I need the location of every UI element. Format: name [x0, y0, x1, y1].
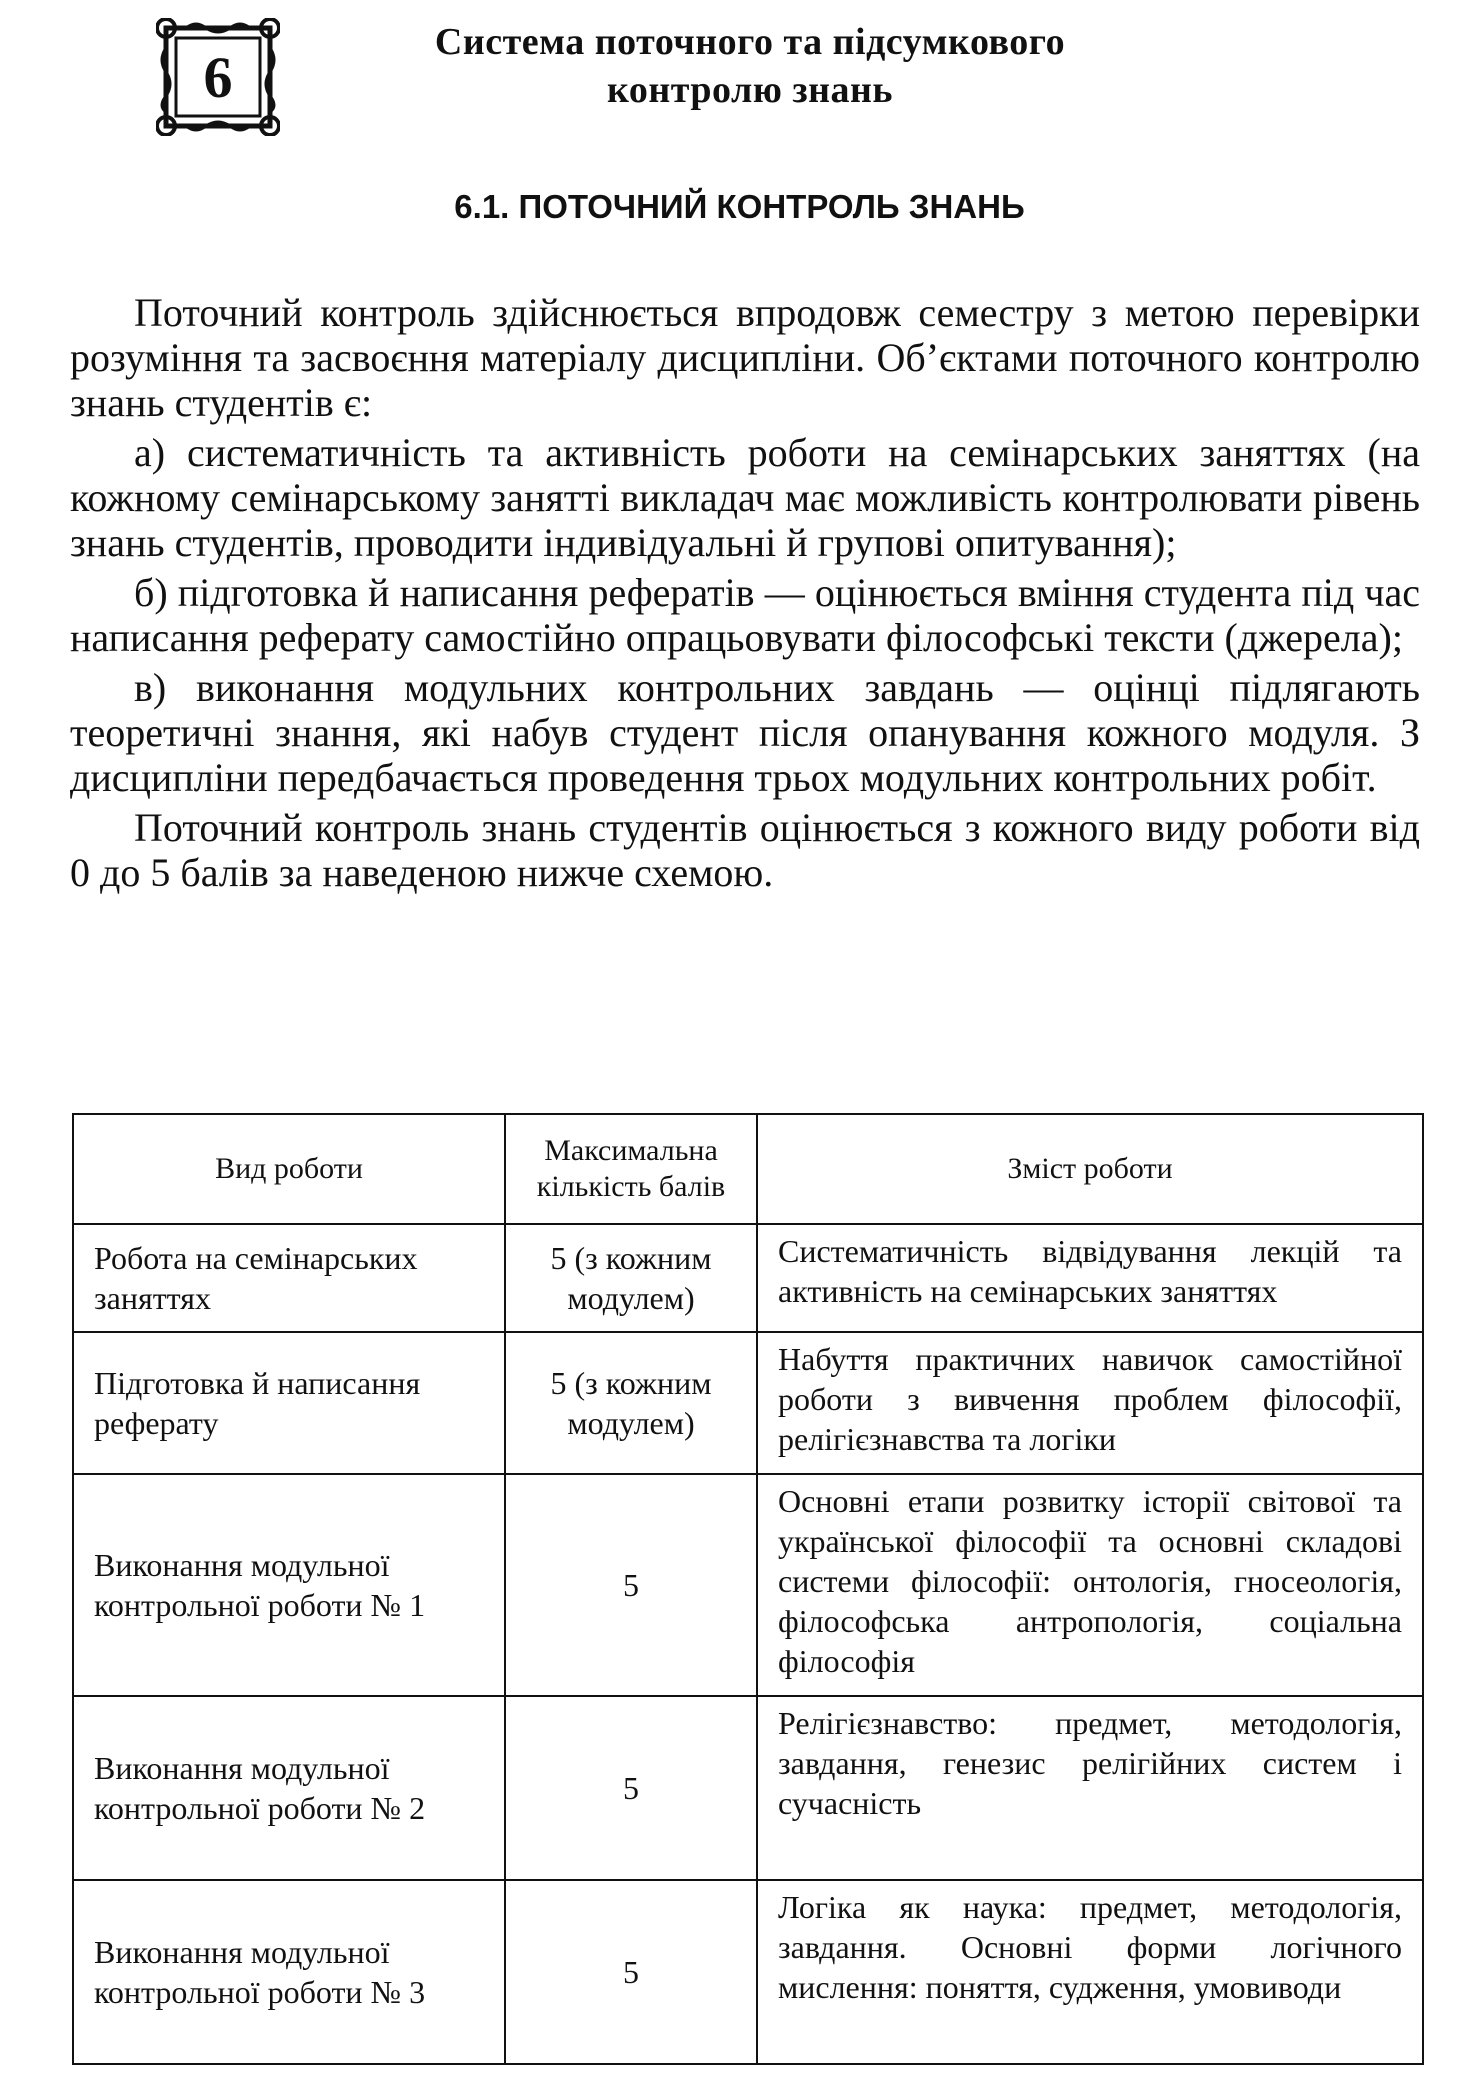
cell-work-content: Основні етапи розвитку історії світової та української філософії та основні складові системи філософії: онтологія, гносеологія, філософська антропологія, соціальна філософія	[757, 1474, 1423, 1696]
cell-max-score: 5	[505, 1474, 757, 1696]
cell-max-score: 5	[505, 1696, 757, 1880]
chapter-badge	[156, 18, 280, 136]
cell-work-type: Виконання модульної контрольної роботи № 1	[73, 1474, 505, 1696]
cell-work-type: Робота на семінарських заняттях	[73, 1224, 505, 1332]
header-work-content: Зміст роботи	[757, 1114, 1423, 1224]
table-row	[73, 1224, 1423, 1332]
header-max-score: Максимальна кількість балів	[505, 1114, 757, 1224]
cell-work-content: Систематичність відвідування лекцій та активність на семінарських заняттях	[757, 1224, 1423, 1332]
cell-work-type: Виконання модульної контрольної роботи № 3	[73, 1880, 505, 2064]
chapter-title	[300, 18, 1200, 114]
chapter-number: 6	[203, 44, 233, 110]
paragraph-item-b: б) підготовка й написання рефератів — оцінюється вміння студента під час написання реферату самостійно опрацьовувати філософські тексти (джерела);	[70, 570, 1420, 660]
cell-work-content: Набуття практичних навичок самостійної роботи з вивчення проблем філософії, релігієзнавства та логіки	[757, 1332, 1423, 1474]
body-text	[70, 290, 1420, 900]
chapter-title-line-1: Система поточного та підсумкового	[434, 21, 1066, 63]
cell-max-score: 5	[505, 1880, 757, 2064]
table-row	[73, 1696, 1423, 1880]
cell-work-type: Виконання модульної контрольної роботи № 2	[73, 1696, 505, 1880]
scoring-table	[72, 1113, 1424, 2065]
table-row	[73, 1332, 1423, 1474]
cell-max-score: 5 (з кожним модулем)	[505, 1332, 757, 1474]
cell-work-type: Підготовка й написання реферату	[73, 1332, 505, 1474]
table-row	[73, 1474, 1423, 1696]
section-heading: 6.1. ПОТОЧНИЙ КОНТРОЛЬ ЗНАНЬ	[454, 188, 1025, 225]
paragraph-intro: Поточний контроль здійснюється впродовж семестру з метою перевірки розуміння та засвоєння матеріалу дисципліни. Об’єктами поточного контролю знань студентів є:	[70, 290, 1420, 425]
cell-work-content: Релігієзнавство: предмет, методологія, завдання, генезис релігійних систем і сучасність	[757, 1696, 1423, 1880]
paragraph-scoring: Поточний контроль знань студентів оцінюється з кожного виду роботи від 0 до 5 балів за наведеною нижче схемою.	[70, 805, 1420, 895]
header-work-type: Вид роботи	[73, 1114, 505, 1224]
cell-work-content: Логіка як наука: предмет, методологія, завдання. Основні форми логічного мислення: поняття, судження, умовиводи	[757, 1880, 1423, 2064]
paragraph-item-a: а) систематичність та активність роботи на семінарських заняттях (на кожному семінарському занятті викладач має можливість контролювати рівень знань студентів, проводити індивідуальні й групові опитування);	[70, 430, 1420, 565]
chapter-title-line-2: контролю знань	[606, 69, 894, 111]
cell-max-score: 5 (з кожним модулем)	[505, 1224, 757, 1332]
table-row	[73, 1880, 1423, 2064]
table-header-row	[73, 1114, 1423, 1224]
paragraph-item-c: в) виконання модульних контрольних завдань — оцінці підлягають теоретичні знання, які набув студент після опанування кожного модуля. З дисципліни передбачається проведення трьох модульних контрольних робіт.	[70, 665, 1420, 800]
